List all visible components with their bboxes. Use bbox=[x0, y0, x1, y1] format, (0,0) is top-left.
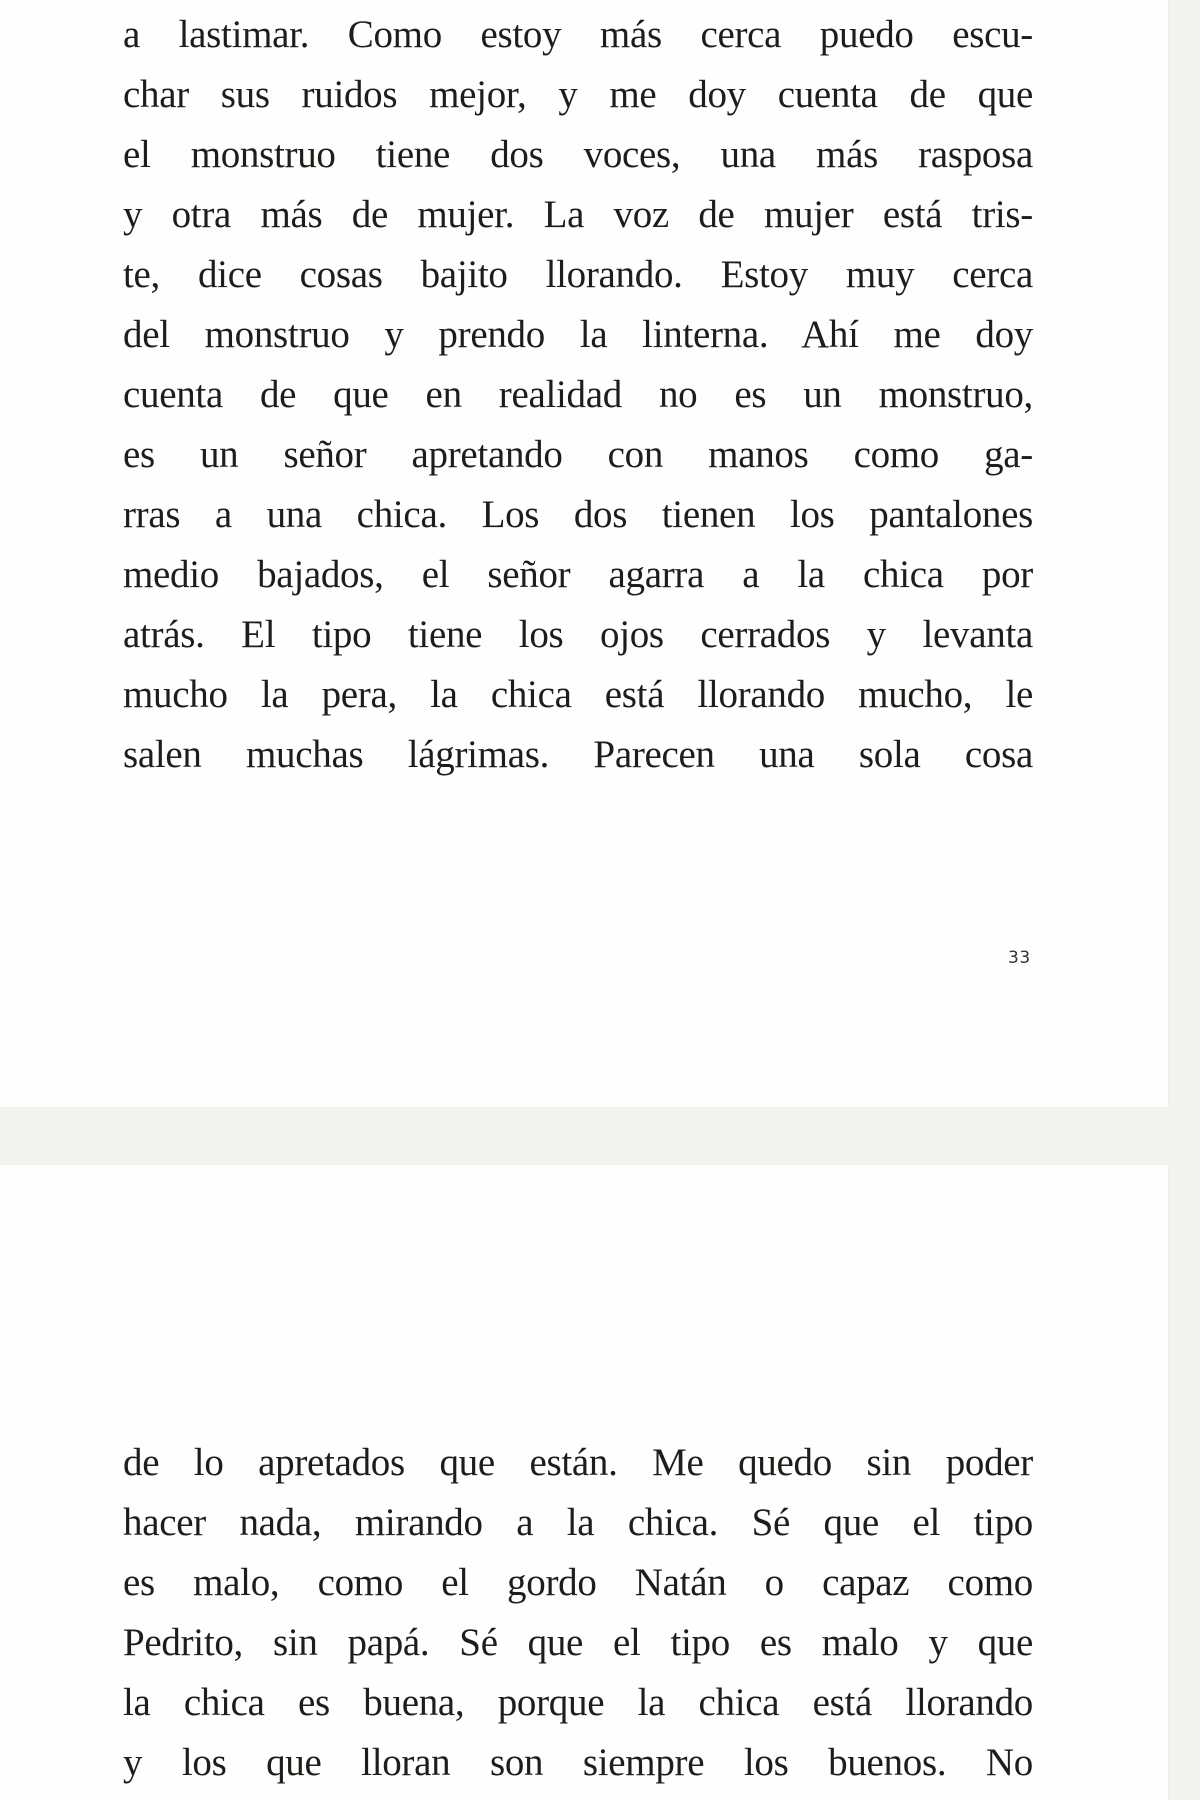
text-line: mucho la pera, la chica está llorando mucho, le bbox=[123, 673, 1033, 716]
reader-background bbox=[1168, 0, 1200, 1800]
text-line: y otra más de mujer. La voz de mujer está tris- bbox=[123, 193, 1033, 236]
page-34-text bbox=[123, 1433, 1033, 1793]
text-line: de lo apretados que están. Me quedo sin poder bbox=[123, 1441, 1033, 1484]
page-separator bbox=[0, 1107, 1200, 1165]
page-33-text bbox=[123, 0, 1033, 785]
text-line: atrás. El tipo tiene los ojos cerrados y levanta bbox=[123, 613, 1033, 656]
text-line: salen muchas lágrimas. Parecen una sola cosa bbox=[123, 733, 1033, 776]
text-line: Pedrito, sin papá. Sé que el tipo es malo y que bbox=[123, 1621, 1033, 1664]
page-number: 33 bbox=[1008, 948, 1031, 968]
text-line: te, dice cosas bajito llorando. Estoy muy cerca bbox=[123, 253, 1033, 296]
text-line: es malo, como el gordo Natán o capaz como bbox=[123, 1561, 1033, 1604]
text-line: hacer nada, mirando a la chica. Sé que el tipo bbox=[123, 1501, 1033, 1544]
text-line: rras a una chica. Los dos tienen los pantalones bbox=[123, 493, 1033, 536]
text-line: el monstruo tiene dos voces, una más rasposa bbox=[123, 133, 1033, 176]
text-line: y los que lloran son siempre los buenos. No bbox=[123, 1741, 1033, 1784]
text-line: es un señor apretando con manos como ga- bbox=[123, 433, 1033, 476]
text-line: a lastimar. Como estoy más cerca puedo escu- bbox=[123, 13, 1033, 56]
text-line: del monstruo y prendo la linterna. Ahí me doy bbox=[123, 313, 1033, 356]
text-line: cuenta de que en realidad no es un monstruo, bbox=[123, 373, 1033, 416]
text-line: medio bajados, el señor agarra a la chica por bbox=[123, 553, 1033, 596]
text-line: char sus ruidos mejor, y me doy cuenta de que bbox=[123, 73, 1033, 116]
text-line: la chica es buena, porque la chica está llorando bbox=[123, 1681, 1033, 1724]
